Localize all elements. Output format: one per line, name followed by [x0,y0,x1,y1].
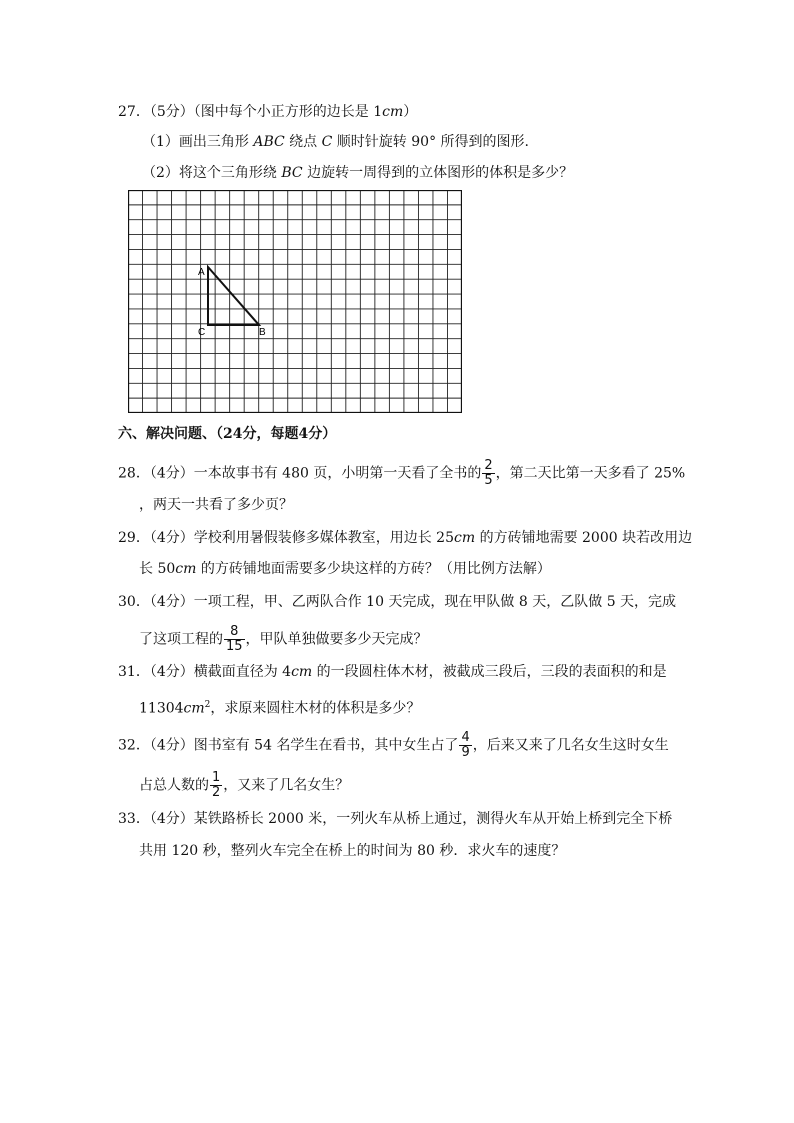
q31-line2 [139,695,420,719]
q31-line1 [118,662,667,682]
q27-score: （5分） [149,104,194,120]
q27-sub1-abc: ABC [253,134,285,150]
q27-note: （图中每个小正方形的边长是 1 [193,104,383,120]
q27-sub2-post: 边旋转一周得到的立体图形的体积是多少？ [302,165,574,181]
q28-line1 [118,459,685,488]
q30-text-b: ，甲队单独做要多少天完成？ [245,631,428,648]
point-a-label: A [198,267,205,278]
q30-text-a: 了这项工程的 [139,631,223,648]
q27-sub2-text: （2）将这个三角形绕 [142,165,282,181]
point-b-label: B [259,327,266,338]
q32-frac1-num: 4 [461,730,470,745]
q30-fraction [224,625,245,654]
q32-text-b: ，后来又来了几名女生这时女生 [472,737,669,754]
grid-border [129,191,462,413]
section-6-title: 六、解决问题、（24分，每题4分） [118,426,337,442]
q29-text-d: 的方砖铺地面需要多少块这样的方砖？（用比例方法解） [196,561,551,577]
q32-fraction-2 [210,771,222,800]
grid-lines [128,190,462,413]
point-c-label: C [198,327,206,338]
q29-unit-a: cm [454,530,476,546]
q28-text-b: ，第二天比第一天多看了 25% [495,465,686,482]
q31-text-a: 31．（4分）横截面直径为 4 [118,664,292,680]
q29-line1 [118,528,692,548]
q27-note-close: ） [403,104,418,120]
q33-line1: 33．（4分）某铁路桥长 2000 米，一列火车从桥上通过，测得火车从开始上桥到完全下桥 [118,811,673,827]
q27-sub2 [142,163,573,183]
q32-frac2-num: 1 [212,770,221,785]
q28-text-a: 28．（4分）一本故事书有 480 页，小明第一天看了全书的 [118,465,482,482]
q27-sub2-bc: BC [281,165,303,181]
q30-frac-den: 15 [226,639,243,654]
q31-area-value: 11304 [139,700,184,717]
q29-text-a: 29．（4分）学校利用暑假装修多媒体教室，用边长 25 [118,530,454,546]
q29-unit-b: cm [175,561,197,577]
q28-frac-den: 5 [484,473,493,488]
q32-line2 [139,771,349,800]
q27-heading [118,102,417,122]
q32-line1 [118,731,669,760]
square-grid-figure [128,190,462,413]
q30-line1: 30．（4分）一项工程，甲、乙两队合作 10 天完成，现在甲队做 8 天，乙队做 5 天，完成 [118,594,677,610]
q29-text-c: 长 50 [139,561,176,577]
q27-sub1 [142,132,529,152]
q31-text-c: ，求原来圆柱木材的体积是多少？ [210,700,421,717]
q28-frac-num: 2 [484,458,493,473]
triangle-abc [208,267,259,325]
q27-number: 27． [118,104,150,120]
q28-line2: ，两天一共看了多少页？ [139,497,293,513]
q32-text-d: ，又来了几名女生？ [223,777,350,794]
q30-line2 [139,625,428,654]
q31-unit-exp: 2 [204,700,211,710]
q31-text-b: 的一段圆柱体木材，被截成三段后，三段的表面积的和是 [312,664,667,680]
q28-fraction [482,459,494,488]
q27-unit: cm [382,104,404,120]
q32-text-c: 占总人数的 [139,777,209,794]
q27-sub1-c: C [321,134,333,150]
q32-fraction-1 [459,731,471,760]
q32-frac2-den: 2 [212,785,221,800]
grid-svg [128,190,462,413]
q27-sub1-mid: 绕点 [284,134,322,150]
q32-text-a: 32．（4分）图书室有 54 名学生在看书，其中女生占了 [118,737,459,754]
q27-sub1-post: 顺时针旋转 90° 所得到的图形. [332,134,529,150]
q33-line2: 共用 120 秒，整列火车完全在桥上的时间为 80 秒．求火车的速度？ [139,843,566,859]
q30-frac-num: 8 [230,624,239,639]
q31-unit-b: cm [183,700,205,717]
q29-text-b: 的方砖铺地需要 2000 块若改用边 [475,530,693,546]
q29-line2 [139,559,551,579]
q31-unit-a: cm [291,664,313,680]
q32-frac1-den: 9 [461,745,470,760]
q27-sub1-text: （1）画出三角形 [142,134,254,150]
